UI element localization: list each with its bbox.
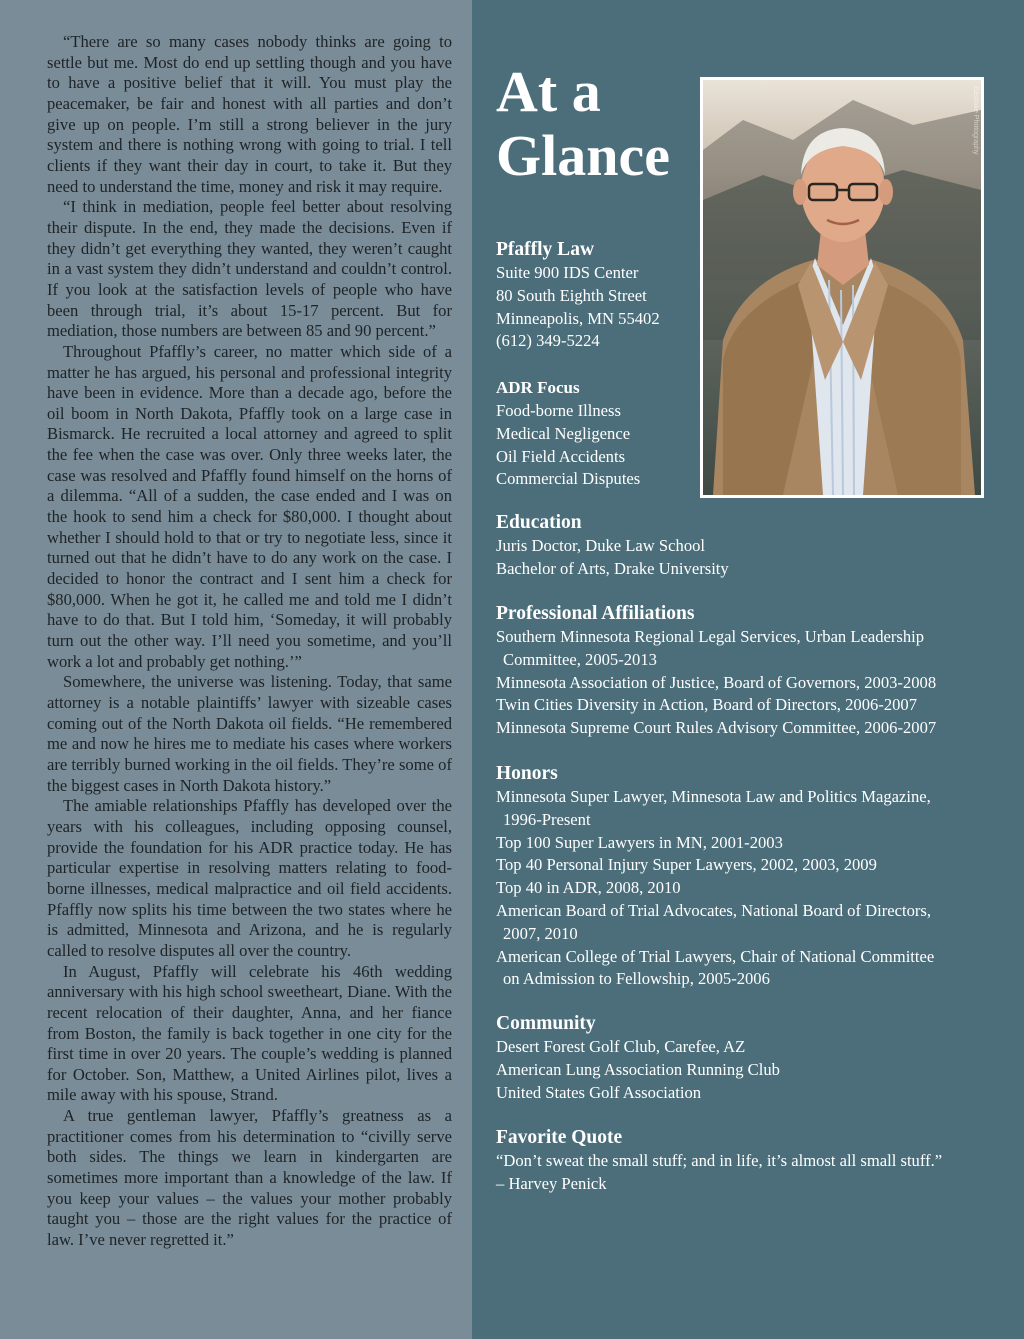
firm-line: 80 South Eighth Street (496, 285, 647, 305)
honor-item: Top 40 in ADR, 2008, 2010 (496, 878, 681, 898)
education-heading: Education (496, 512, 582, 533)
community-heading: Community (496, 1013, 596, 1034)
quote-text: “Don’t sweat the small stuff; and in life, it’s almost all small stuff.” (496, 1151, 943, 1170)
honor-item: Top 100 Super Lawyers in MN, 2001-2003 (496, 832, 783, 852)
honor-item: 1996-Present (503, 809, 591, 829)
community-item: American Lung Association Running Club (496, 1059, 780, 1079)
firm-heading: Pfaffly Law (496, 239, 595, 260)
affiliations-section (496, 602, 996, 740)
adr-focus-item: Commercial Disputes (496, 469, 641, 489)
education-item: Juris Doctor, Duke Law School (496, 536, 706, 555)
education-section (496, 511, 996, 581)
article-paragraph: In August, Pfaffly will celebrate his 46th wedding anniversary with his high school sweetheart, Diane. With the recent relocation of their daughter, Anna, and her fiance from Boston, the family is back together in one city for the first time in over 20 years. The couple’s wedding is planned for October. Son, Matthew, a United Airlines pilot, lives a mile away with his spouse, Strand. (47, 961, 452, 1105)
quote-author: – Harvey Penick (496, 1173, 607, 1193)
education-item: Bachelor of Arts, Drake University (496, 558, 729, 578)
adr-focus-item: Medical Negligence (496, 423, 631, 443)
title-line-2: Glance (496, 123, 670, 188)
sidebar-title (496, 60, 696, 188)
firm-line: Suite 900 IDS Center (496, 263, 639, 282)
affiliation-item: Twin Cities Diversity in Action, Board of Directors, 2006-2007 (496, 695, 918, 715)
article-column (0, 0, 472, 1339)
firm-section (496, 238, 996, 353)
community-item: Desert Forest Golf Club, Carefee, AZ (496, 1037, 746, 1056)
community-item: United States Golf Association (496, 1082, 702, 1102)
article-paragraph: The amiable relationships Pfaffly has developed over the years with his colleagues, including opposing counsel, provide the foundation for his ADR practice today. He has particular expertise in resolving matters relating to food-borne illnesses, medical malpractice and oil field accidents. Pfaffly now splits his time between the two states where he is admitted, Minnesota and Arizona, and he is regularly called to resolve disputes all over the country. (47, 796, 452, 960)
title-line-1: At a (496, 59, 601, 124)
photo-credit: Eastlake Photography (972, 86, 979, 155)
honor-item: American Board of Trial Advocates, National Board of Directors, (496, 900, 932, 920)
honor-item: American College of Trial Lawyers, Chair of National Committee (496, 946, 935, 966)
firm-phone: (612) 349-5224 (496, 331, 600, 351)
favorite-quote-section (496, 1126, 996, 1196)
adr-focus-item: Oil Field Accidents (496, 446, 626, 466)
honor-item: Minnesota Super Lawyer, Minnesota Law and Politics Magazine, (496, 787, 931, 806)
affiliation-item: Committee, 2005-2013 (503, 649, 657, 669)
firm-line: Minneapolis, MN 55402 (496, 308, 660, 328)
honor-item: Top 40 Personal Injury Super Lawyers, 2002, 2003, 2009 (496, 855, 877, 875)
article-paragraph: A true gentleman lawyer, Pfaffly’s greatness as a practitioner comes from his determination to “civilly serve both sides. The things we learn in kindergarten are sometimes more important than a knowledge of the law. If you keep your values – the values your mother probably taught you – those are the right values for the practice of law. I’ve never regretted it.” (47, 1106, 452, 1250)
article-body (47, 32, 452, 1251)
adr-focus-heading: ADR Focus (496, 378, 580, 397)
affiliation-item: Minnesota Supreme Court Rules Advisory Committee, 2006-2007 (496, 718, 937, 738)
article-paragraph: “There are so many cases nobody thinks are going to settle but me. Most do end up settling though and you have to have a positive belief that it will. You must play the peacemaker, be fair and honest with all parties and don’t give up on people. I’m still a strong believer in the jury system and there is nothing wrong with going to trial. I tell clients if they want their day in court, to take it. But they need to understand the time, money and risk it may require. (47, 32, 452, 196)
affiliation-item: Minnesota Association of Justice, Board of Governors, 2003-2008 (496, 672, 937, 692)
community-section (496, 1012, 996, 1104)
honors-section (496, 762, 996, 991)
article-paragraph: Somewhere, the universe was listening. Today, that same attorney is a notable plaintiffs’ lawyer with sizeable cases coming out of the North Dakota oil fields. “He remembered me and now he hires me to mediate his cases where workers are terribly burned working in the oil fields. They’re some of the biggest cases in North Dakota history.” (47, 672, 452, 795)
honor-item: 2007, 2010 (503, 923, 578, 943)
affiliations-heading: Professional Affiliations (496, 603, 695, 624)
honor-item: on Admission to Fellowship, 2005-2006 (503, 969, 770, 989)
adr-focus-item: Food-borne Illness (496, 401, 621, 420)
adr-focus-section (496, 376, 996, 491)
honors-heading: Honors (496, 763, 558, 784)
article-paragraph: Throughout Pfaffly’s career, no matter which side of a matter he has argued, his personal and professional integrity have been in evidence. More than a decade ago, before the oil boom in North Dakota, Pfaffly took on a large case in Bismarck. He recruited a local attorney and agreed to split the fee when the case was over. Only three weeks later, the case was resolved and Pfaffly found himself on the horns of a dilemma. “All of a sudden, the case ended and I was on the hook to send him a check for $80,000. I thought about whether I should hold to that or try to negotiate less, since it turned out that he didn’t have to do any work on the case. I decided to honor the contract and I sent him a check for $80,000. When he got it, he called me and told me I didn’t have to do that. But I told him, ‘Someday, it will probably turn out the other way. I’ll need you sometime, and you’ll work a lot and probably get nothing.’” (47, 341, 452, 671)
affiliation-item: Southern Minnesota Regional Legal Services, Urban Leadership (496, 627, 925, 646)
favorite-quote-heading: Favorite Quote (496, 1127, 623, 1148)
article-paragraph: “I think in mediation, people feel better about resolving their dispute. In the end, they made the decisions. Even if they didn’t get everything they wanted, they weren’t caught in a vast system they didn’t understand and couldn’t control. If you look at the satisfaction levels of people who have been through trial, it’s about 15-17 percent. But for mediation, those numbers are between 85 and 90 percent.” (47, 197, 452, 341)
